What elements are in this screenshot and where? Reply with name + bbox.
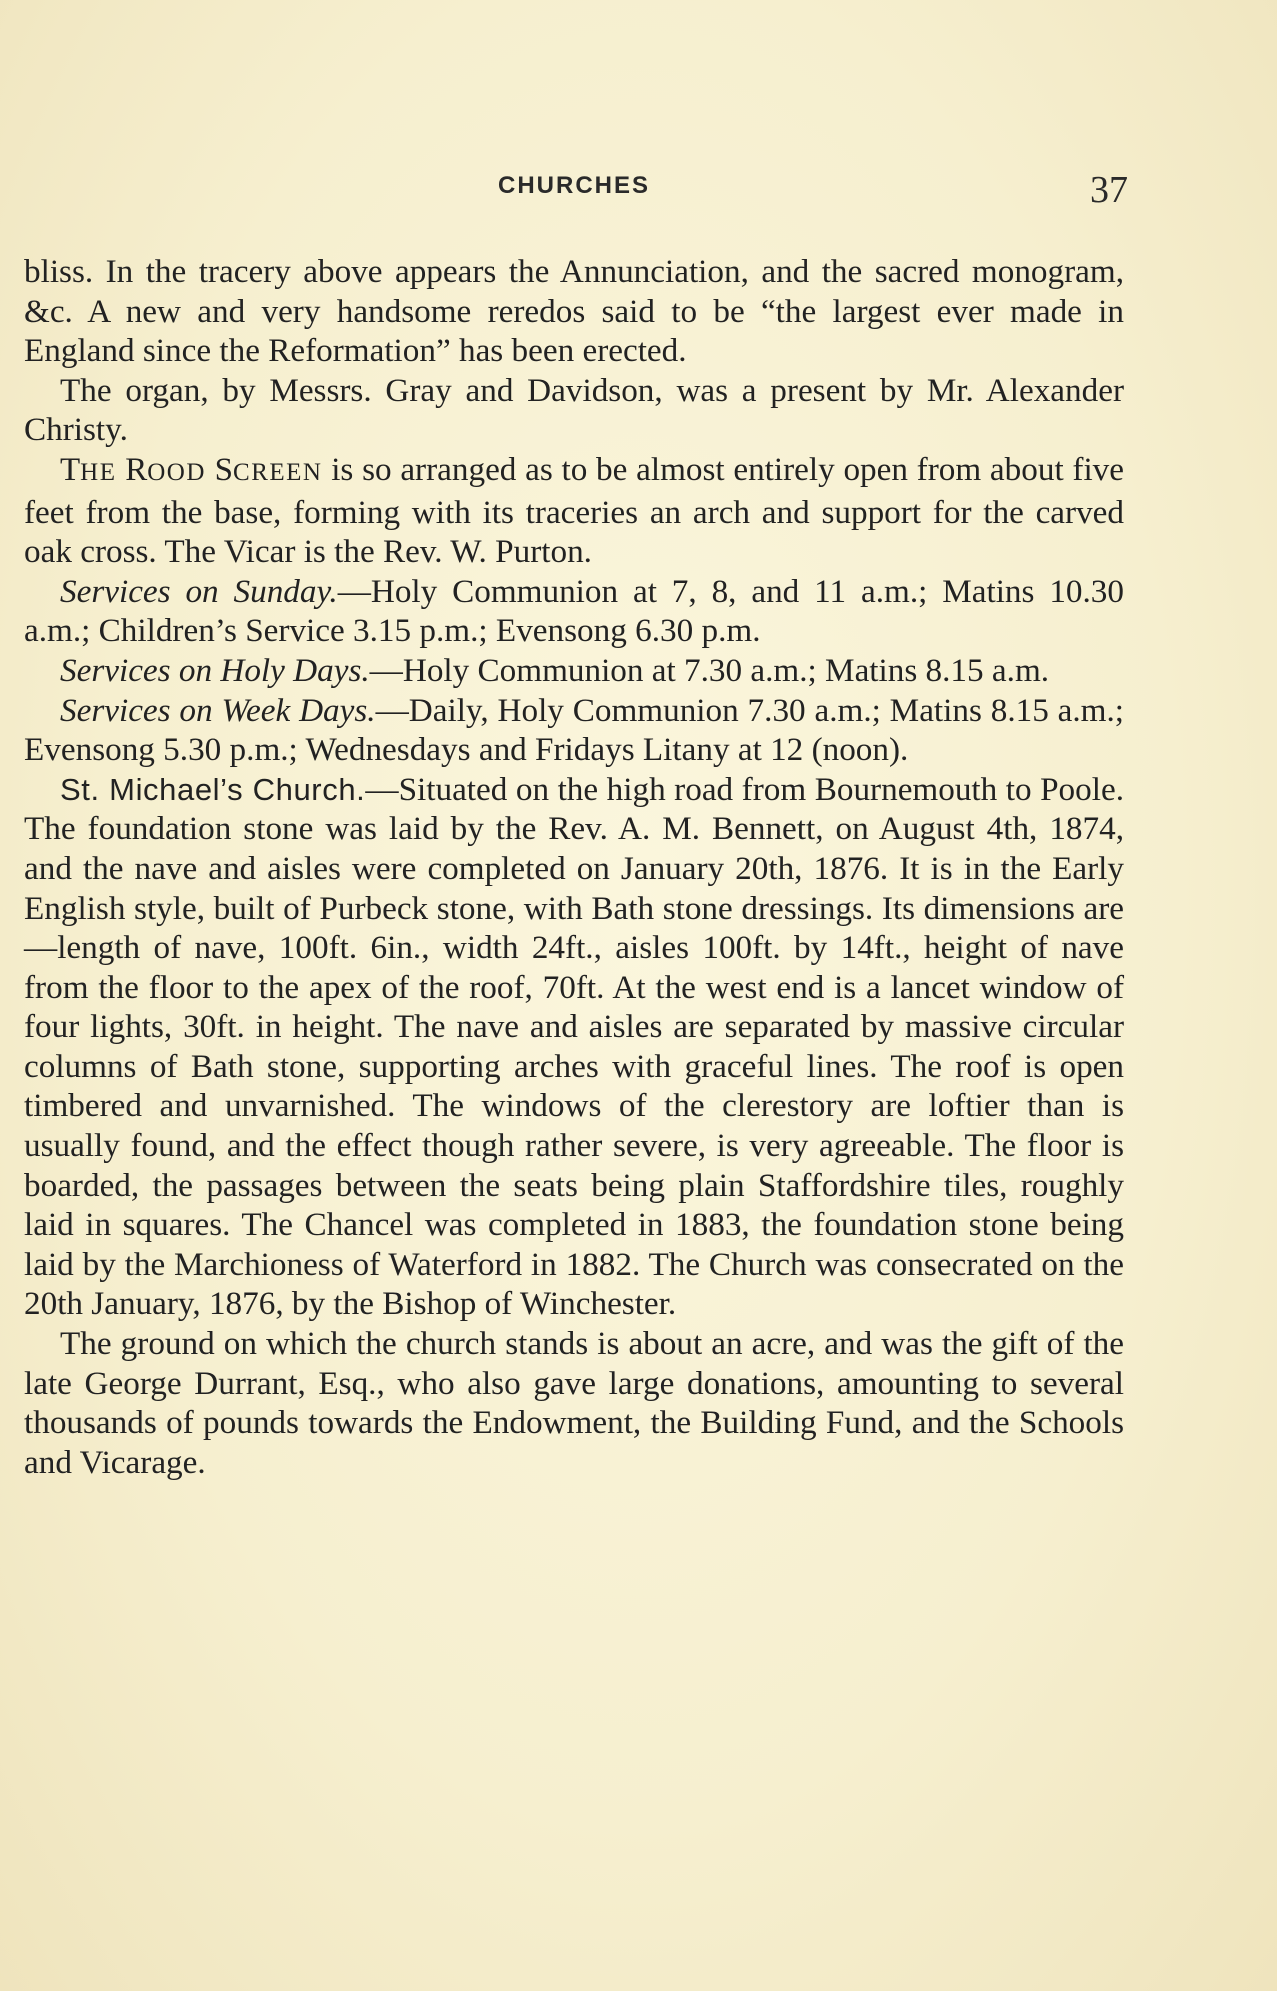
rood-screen-text: is so arranged as to be almost entirely open from about five feet from the base, forming with its traceries an arch and support for the carved oak cross. The Vicar is the Rev. W. Purton. [24,450,1124,571]
paragraph-st-michaels [24,770,1124,1324]
body-text [24,252,1124,1482]
section-heading: St. Michael’s Church. [60,771,366,807]
paragraph-organ: The organ, by Messrs. Gray and Davidson, was a present by Mr. Alexander Christy. [24,371,1124,449]
paragraph-services-sunday [24,572,1124,651]
services-week-days-label: Services on Week Days. [60,691,376,729]
services-sunday-text: —Holy Communion at 7, 8, and 11 a.m.; Matins 10.30 a.m.; Children’s Service 3.15 p.m.; Evensong 6.30 p.m. [24,572,1124,650]
paragraph-services-holy-days [24,651,1124,691]
book-page [24,166,1128,1482]
paragraph-services-week-days [24,691,1124,770]
services-week-days-text: —Daily, Holy Communion 7.30 a.m.; Matins 8.15 a.m.; Evensong 5.30 p.m.; Wednesdays and Fridays Litany at 12 (noon). [24,691,1125,769]
paragraph-ground-gift: The ground on which the church stands is about an acre, and was the gift of the late George Durrant, Esq., who also gave large donations, amounting to several thousands of pounds towards the Endowment, the Building Fund, and the Schools and Vicarage. [24,1325,1124,1481]
small-caps-initial: R [125,451,148,488]
small-caps-text: CREEN [233,458,323,486]
running-title: CHURCHES [497,172,650,199]
small-caps-initial: S [214,451,234,488]
services-sunday-label: Services on Sunday. [60,572,338,610]
paragraph-reredos: bliss. In the tracery above appears the Annunciation, and the sacred monogram, &c. A new and very handsome reredos said to be “the largest ever made in England since the Reformation” has been erected. [24,253,1124,370]
small-caps-text: OOD [147,458,206,486]
services-holy-days-text: —Holy Communion at 7.30 a.m.; Matins 8.15 a.m. [369,651,1050,689]
st-michaels-text: —Situated on the high road from Bournemouth to Poole. The foundation stone was laid by the Rev. A. M. Bennett, on August 4th, 1874, and the nave and aisles were completed on January 20th, 1876. It is in the Early English style, built of Purbeck stone, with Bath stone dressings. Its dimensions are—length of nave, 100ft. 6in., width 24ft., aisles 100ft. by 14ft., height of nave from the floor to the apex of the roof, 70ft. At the west end is a lancet window of four lights, 30ft. in height. The nave and aisles are separated by massive circular columns of Bath stone, supporting arches with graceful lines. The roof is open timbered and unvarnished. The windows of the clerestory are loftier than is usually found, and the effect though rather severe, is very agreeable. The floor is boarded, the passages between the seats being plain Staffordshire tiles, roughly laid in squares. The Chancel was completed in 1883, the foundation stone being laid by the Marchioness of Waterford in 1882. The Church was consecrated on the 20th January, 1876, by the Bishop of Winchester. [24,770,1124,1323]
small-caps-text: HE [80,458,117,486]
services-holy-days-label: Services on Holy Days. [60,651,370,689]
paragraph-rood-screen [24,450,1124,572]
small-caps-initial: T [60,451,81,488]
running-head [24,166,1128,218]
page-number: 37 [1090,169,1128,211]
